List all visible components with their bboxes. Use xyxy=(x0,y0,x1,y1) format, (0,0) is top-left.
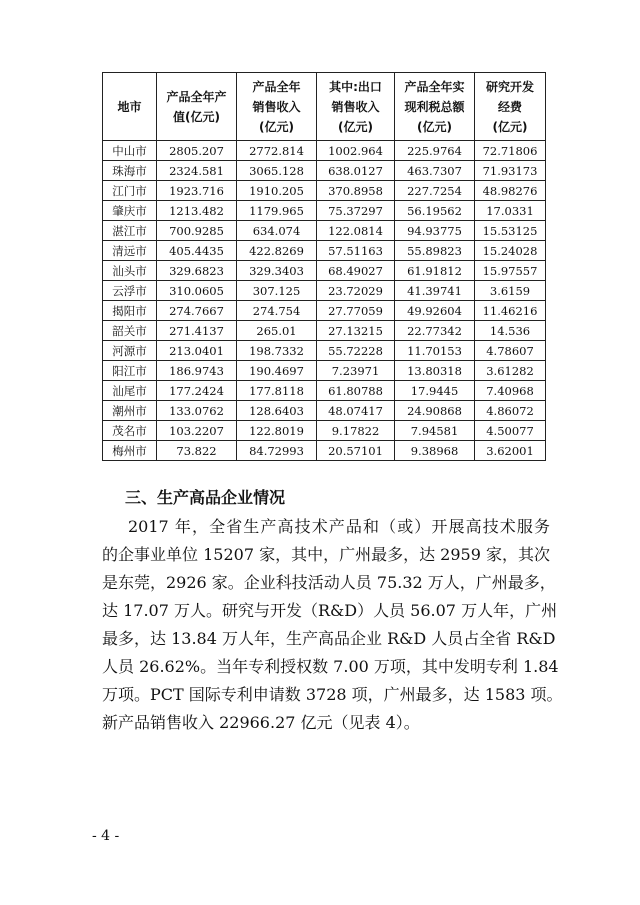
value-cell: 48.07417 xyxy=(317,401,395,421)
value-cell: 634.074 xyxy=(237,221,317,241)
value-cell: 225.9764 xyxy=(395,141,475,161)
paragraph-line: 最多，达 13.84 万人年，生产高品企业 R&D 人员占全省 R&D xyxy=(102,629,556,648)
city-cell: 湛江市 xyxy=(103,221,157,241)
value-cell: 94.93775 xyxy=(395,221,475,241)
value-cell: 1213.482 xyxy=(157,201,237,221)
value-cell: 4.50077 xyxy=(475,421,546,441)
paragraph-line: 的企事业单位 15207 家，其中，广州最多，达 2959 家，其次 xyxy=(102,545,550,564)
value-cell: 122.0814 xyxy=(317,221,395,241)
value-cell: 103.2207 xyxy=(157,421,237,441)
city-cell: 潮州市 xyxy=(103,401,157,421)
value-cell: 57.51163 xyxy=(317,241,395,261)
paragraph-line: 2017 年，全省生产高技术产品和（或）开展高技术服务 xyxy=(128,517,550,536)
table-row xyxy=(103,361,546,381)
value-cell: 68.49027 xyxy=(317,261,395,281)
value-cell: 422.8269 xyxy=(237,241,317,261)
value-cell: 128.6403 xyxy=(237,401,317,421)
value-cell: 27.13215 xyxy=(317,321,395,341)
city-cell: 中山市 xyxy=(103,141,157,161)
value-cell: 23.72029 xyxy=(317,281,395,301)
value-cell: 3.6159 xyxy=(475,281,546,301)
value-cell: 7.94581 xyxy=(395,421,475,441)
value-cell: 1923.716 xyxy=(157,181,237,201)
value-cell: 14.536 xyxy=(475,321,546,341)
value-cell: 329.6823 xyxy=(157,261,237,281)
value-cell: 56.19562 xyxy=(395,201,475,221)
table-row xyxy=(103,321,546,341)
value-cell: 274.754 xyxy=(237,301,317,321)
value-cell: 61.80788 xyxy=(317,381,395,401)
city-cell: 江门市 xyxy=(103,181,157,201)
table-row xyxy=(103,281,546,301)
value-cell: 24.90868 xyxy=(395,401,475,421)
table-row xyxy=(103,381,546,401)
city-cell: 云浮市 xyxy=(103,281,157,301)
value-cell: 13.80318 xyxy=(395,361,475,381)
value-cell: 49.92604 xyxy=(395,301,475,321)
value-cell: 2805.207 xyxy=(157,141,237,161)
value-cell: 177.2424 xyxy=(157,381,237,401)
value-cell: 265.01 xyxy=(237,321,317,341)
value-cell: 55.72228 xyxy=(317,341,395,361)
value-cell: 48.98276 xyxy=(475,181,546,201)
paragraph-line: 是东莞，2926 家。企业科技活动人员 75.32 万人，广州最多， xyxy=(102,573,556,592)
table-row xyxy=(103,261,546,281)
table-row xyxy=(103,181,546,201)
table-row xyxy=(103,221,546,241)
value-cell: 7.23971 xyxy=(317,361,395,381)
city-cell: 韶关市 xyxy=(103,321,157,341)
value-cell: 55.89823 xyxy=(395,241,475,261)
city-cell: 汕尾市 xyxy=(103,381,157,401)
value-cell: 190.4697 xyxy=(237,361,317,381)
table-row xyxy=(103,141,546,161)
value-cell: 75.37297 xyxy=(317,201,395,221)
value-cell: 213.0401 xyxy=(157,341,237,361)
value-cell: 7.40968 xyxy=(475,381,546,401)
table-row xyxy=(103,421,546,441)
header-export-revenue: 其中:出口 销售收入 (亿元) xyxy=(317,73,395,141)
value-cell: 1179.965 xyxy=(237,201,317,221)
value-cell: 122.8019 xyxy=(237,421,317,441)
value-cell: 11.46216 xyxy=(475,301,546,321)
value-cell: 71.93173 xyxy=(475,161,546,181)
value-cell: 41.39741 xyxy=(395,281,475,301)
paragraph-line: 人员 26.62%。当年专利授权数 7.00 万项，其中发明专利 1.84 xyxy=(102,657,559,676)
table-row xyxy=(103,401,546,421)
paragraph-line: 万项。PCT 国际专利申请数 3728 项，广州最多，达 1583 项。 xyxy=(102,685,563,704)
city-cell: 清远市 xyxy=(103,241,157,261)
city-cell: 肇庆市 xyxy=(103,201,157,221)
value-cell: 4.78607 xyxy=(475,341,546,361)
value-cell: 15.53125 xyxy=(475,221,546,241)
value-cell: 177.8118 xyxy=(237,381,317,401)
city-cell: 汕头市 xyxy=(103,261,157,281)
table-header-row xyxy=(103,73,546,141)
table-row xyxy=(103,301,546,321)
value-cell: 198.7332 xyxy=(237,341,317,361)
value-cell: 133.0762 xyxy=(157,401,237,421)
paragraph-line: 新产品销售收入 22966.27 亿元（见表 4）。 xyxy=(102,713,420,732)
value-cell: 271.4137 xyxy=(157,321,237,341)
value-cell: 4.86072 xyxy=(475,401,546,421)
value-cell: 3065.128 xyxy=(237,161,317,181)
value-cell: 3.62001 xyxy=(475,441,546,461)
value-cell: 17.0331 xyxy=(475,201,546,221)
value-cell: 310.0605 xyxy=(157,281,237,301)
value-cell: 2324.581 xyxy=(157,161,237,181)
value-cell: 72.71806 xyxy=(475,141,546,161)
data-table xyxy=(102,72,546,461)
value-cell: 638.0127 xyxy=(317,161,395,181)
value-cell: 9.38968 xyxy=(395,441,475,461)
page-number: - 4 - xyxy=(92,828,120,844)
section-title: 三、生产高品企业情况 xyxy=(125,488,286,507)
value-cell: 186.9743 xyxy=(157,361,237,381)
value-cell: 17.9445 xyxy=(395,381,475,401)
value-cell: 15.97557 xyxy=(475,261,546,281)
city-cell: 河源市 xyxy=(103,341,157,361)
value-cell: 329.3403 xyxy=(237,261,317,281)
value-cell: 22.77342 xyxy=(395,321,475,341)
table-row xyxy=(103,161,546,181)
value-cell: 700.9285 xyxy=(157,221,237,241)
city-cell: 阳江市 xyxy=(103,361,157,381)
city-cell: 珠海市 xyxy=(103,161,157,181)
value-cell: 2772.814 xyxy=(237,141,317,161)
value-cell: 9.17822 xyxy=(317,421,395,441)
paragraph-line: 达 17.07 万人。研究与开发（R&D）人员 56.07 万人年，广州 xyxy=(102,601,558,620)
value-cell: 227.7254 xyxy=(395,181,475,201)
body-paragraph xyxy=(102,513,563,737)
value-cell: 61.91812 xyxy=(395,261,475,281)
value-cell: 274.7667 xyxy=(157,301,237,321)
city-cell: 梅州市 xyxy=(103,441,157,461)
value-cell: 11.70153 xyxy=(395,341,475,361)
header-city: 地市 xyxy=(103,73,157,141)
value-cell: 1910.205 xyxy=(237,181,317,201)
value-cell: 20.57101 xyxy=(317,441,395,461)
header-rd-expense: 研究开发 经费 (亿元) xyxy=(475,73,546,141)
value-cell: 73.822 xyxy=(157,441,237,461)
value-cell: 463.7307 xyxy=(395,161,475,181)
value-cell: 405.4435 xyxy=(157,241,237,261)
value-cell: 307.125 xyxy=(237,281,317,301)
value-cell: 1002.964 xyxy=(317,141,395,161)
city-cell: 茂名市 xyxy=(103,421,157,441)
value-cell: 370.8958 xyxy=(317,181,395,201)
value-cell: 27.77059 xyxy=(317,301,395,321)
city-cell: 揭阳市 xyxy=(103,301,157,321)
header-sales-revenue: 产品全年 销售收入 (亿元) xyxy=(237,73,317,141)
header-output-value: 产品全年产 值(亿元) xyxy=(157,73,237,141)
value-cell: 3.61282 xyxy=(475,361,546,381)
table-row xyxy=(103,201,546,221)
value-cell: 15.24028 xyxy=(475,241,546,261)
table-row xyxy=(103,441,546,461)
header-profit-tax: 产品全年实 现利税总额 (亿元) xyxy=(395,73,475,141)
table-row xyxy=(103,241,546,261)
table-row xyxy=(103,341,546,361)
value-cell: 84.72993 xyxy=(237,441,317,461)
